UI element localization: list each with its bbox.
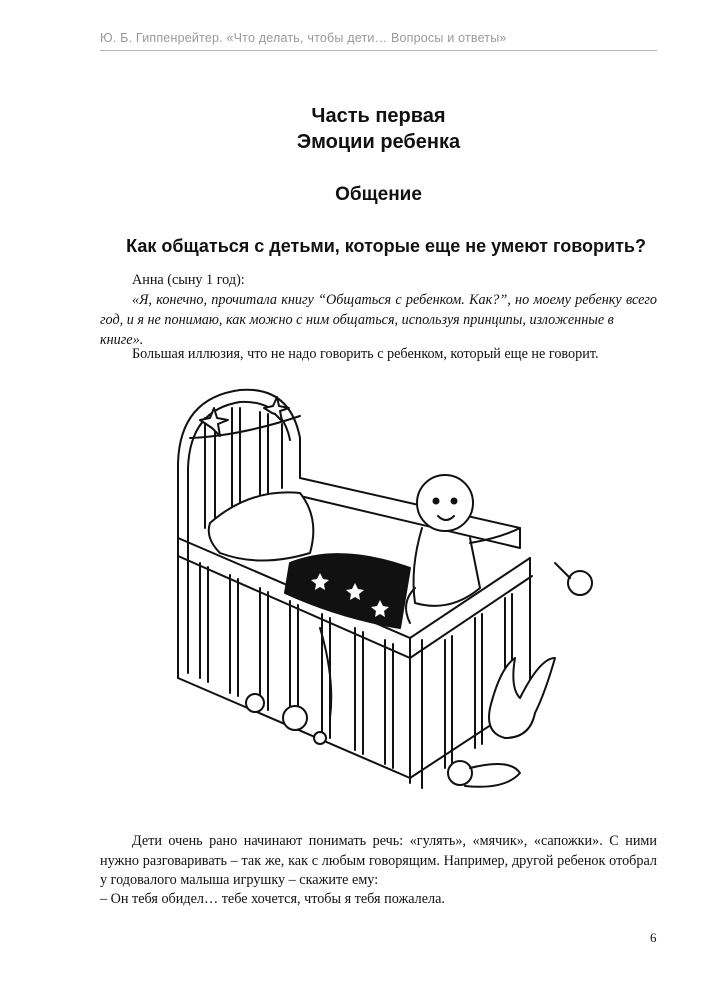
part-title-line2: Эмоции ребенка — [296, 131, 461, 153]
letter-author: Анна (сыну 1 год): — [132, 272, 245, 288]
answer-intro: Большая иллюзия, что не надо говорить с ребенком, который еще не говорит. — [132, 346, 599, 362]
question-title: Как общаться с детьми, которые еще не умеют говорить? — [126, 236, 646, 256]
body-line-3: у годовалого малыша игрушку – скажите ему: — [100, 872, 379, 888]
body-line-1: Дети очень рано начинают понимать речь: «гулять», «мячик», «сапожки». С ними — [132, 833, 657, 849]
header-rule — [100, 50, 657, 51]
running-header: Ю. Б. Гиппенрейтер. «Что делать, чтобы дети… Вопросы и ответы» — [100, 31, 507, 45]
section-title: Общение — [335, 184, 422, 205]
part-title-line1: Часть первая — [311, 105, 446, 127]
crib-illustration — [160, 378, 600, 793]
letter-line-2: год, и я не понимаю, как можно с ним общаться, используя принципы, изложенные в книге». — [100, 312, 614, 348]
page-number: 6 — [650, 930, 657, 945]
body-line-4: – Он тебя обидел… тебе хочется, чтобы я тебя пожалела. — [100, 891, 445, 907]
body-line-2: нужно разговаривать – так же, как с любым говорящим. Например, другой ребенок отобрал — [100, 853, 657, 869]
letter-line-1: «Я, конечно, прочитала книгу “Общаться с ребенком. Как?”, но моему ребенку всего — [132, 292, 657, 308]
